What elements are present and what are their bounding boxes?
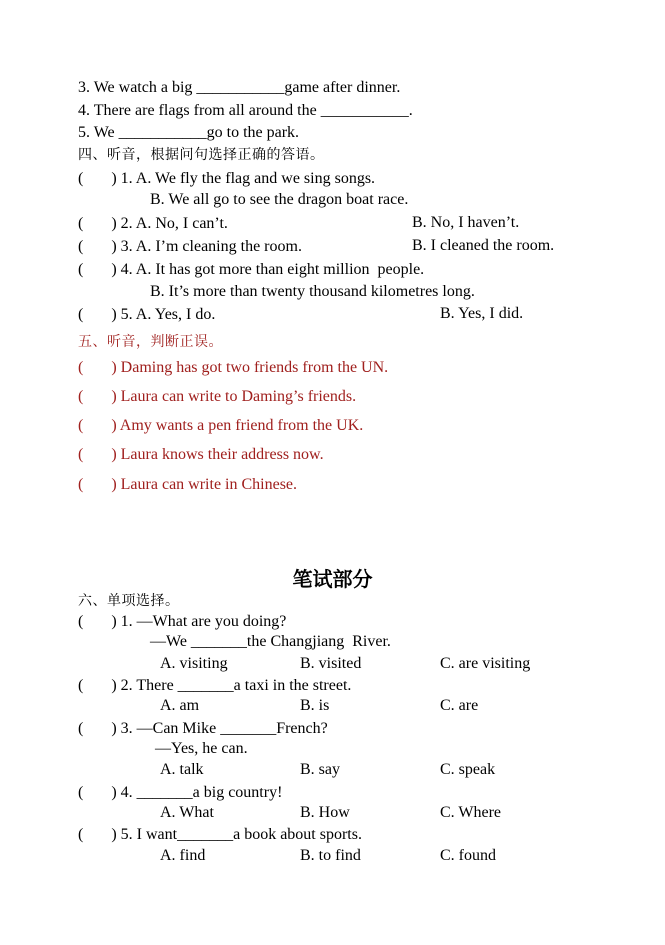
s4-q5-option-b: B. Yes, I did. xyxy=(440,305,524,322)
s4-q2-option-a: ( ) 2. A. No, I can’t. xyxy=(78,215,228,232)
s6-q4-option-a: A. What xyxy=(160,804,214,821)
s6-q1-option-c: C. are visiting xyxy=(440,655,531,672)
s6-q4-stem: ( ) 4. _______a big country! xyxy=(78,784,283,801)
s6-q1-option-b: B. visited xyxy=(300,655,362,672)
s6-q2-option-c: C. are xyxy=(440,697,479,714)
s4-q3-option-a: ( ) 3. A. I’m cleaning the room. xyxy=(78,238,302,255)
s4-q3-option-b: B. I cleaned the room. xyxy=(412,237,555,254)
s5-item-1: ( ) Daming has got two friends from the UN. xyxy=(78,359,389,376)
s6-q5-option-a: A. find xyxy=(160,847,206,864)
s5-item-2: ( ) Laura can write to Daming’s friends. xyxy=(78,388,357,405)
s4-q4-option-b: B. It’s more than twenty thousand kilometres long. xyxy=(150,283,475,300)
s6-q1-stem2: —We _______the Changjiang River. xyxy=(150,633,391,650)
s5-item-4: ( ) Laura knows their address now. xyxy=(78,446,324,463)
s4-q4-option-a: ( ) 4. A. It has got more than eight million people. xyxy=(78,261,425,278)
s6-q1-option-a: A. visiting xyxy=(160,655,228,672)
s5-item-5: ( ) Laura can write in Chinese. xyxy=(78,476,298,493)
s6-q3-option-a: A. talk xyxy=(160,761,204,778)
written-part-title: 笔试部分 xyxy=(292,567,373,591)
s6-q3-stem: ( ) 3. —Can Mike _______French? xyxy=(78,720,328,737)
fill-blank-5: 5. We ___________go to the park. xyxy=(78,124,300,141)
s6-q2-stem: ( ) 2. There _______a taxi in the street. xyxy=(78,677,352,694)
section4-title: 四、听音，根据问句选择正确的答语。 xyxy=(78,148,325,163)
s4-q1-option-b: B. We all go to see the dragon boat race. xyxy=(150,191,409,208)
fill-blank-3: 3. We watch a big ___________game after dinner. xyxy=(78,79,401,96)
s6-q2-option-a: A. am xyxy=(160,697,200,714)
s5-item-3: ( ) Amy wants a pen friend from the UK. xyxy=(78,417,364,434)
s6-q3-option-c: C. speak xyxy=(440,761,496,778)
s6-q1-stem: ( ) 1. —What are you doing? xyxy=(78,613,287,630)
s6-q2-option-b: B. is xyxy=(300,697,330,714)
s4-q2-option-b: B. No, I haven’t. xyxy=(412,214,520,231)
s6-q5-option-c: C. found xyxy=(440,847,496,864)
s6-q5-stem: ( ) 5. I want_______a book about sports. xyxy=(78,826,362,843)
fill-blank-4: 4. There are flags from all around the ___________. xyxy=(78,102,413,119)
s6-q4-option-c: C. Where xyxy=(440,804,502,821)
s4-q5-option-a: ( ) 5. A. Yes, I do. xyxy=(78,306,216,323)
section6-title: 六、单项选择。 xyxy=(78,594,180,609)
s6-q3-stem2: —Yes, he can. xyxy=(155,740,248,757)
s6-q4-option-b: B. How xyxy=(300,804,350,821)
section5-title: 五、听音，判断正误。 xyxy=(78,335,223,350)
s6-q5-option-b: B. to find xyxy=(300,847,361,864)
s6-q3-option-b: B. say xyxy=(300,761,340,778)
s4-q1-option-a: ( ) 1. A. We fly the flag and we sing songs. xyxy=(78,170,376,187)
